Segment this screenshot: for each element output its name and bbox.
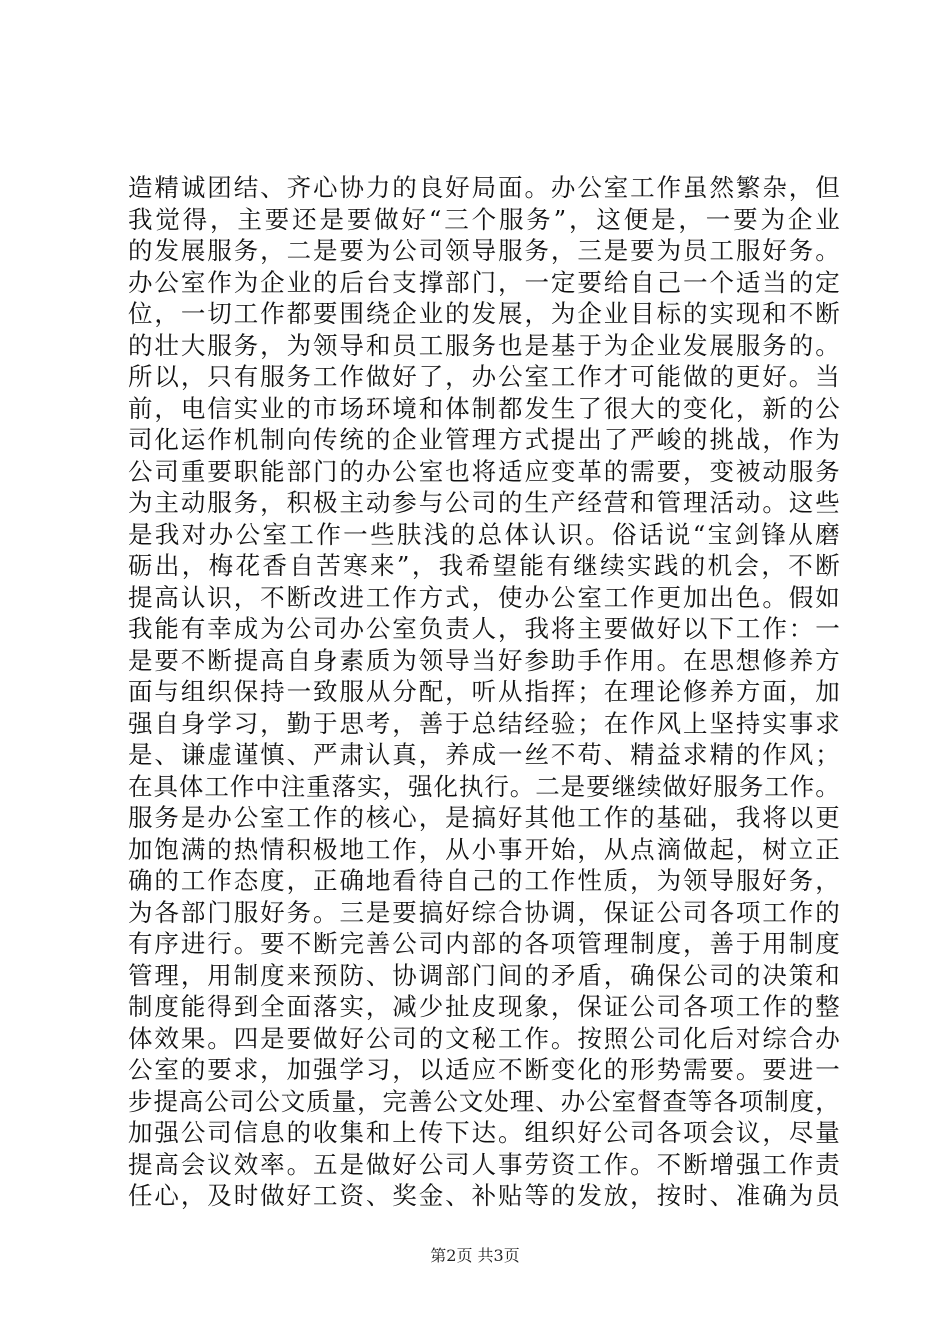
text-line: 司化运作机制向传统的企业管理方式提出了严峻的挑战，作为: [128, 425, 840, 454]
text-line: 我能有幸成为公司办公室负责人，我将主要做好以下工作：一: [128, 614, 840, 643]
text-line: 体效果。四是要做好公司的文秘工作。按照公司化后对综合办: [128, 1023, 840, 1053]
text-line: 所以，只有服务工作做好了，办公室工作才可能做的更好。当: [128, 362, 840, 391]
text-line: 位，一切工作都要围绕企业的发展，为企业目标的实现和不断: [128, 299, 840, 328]
text-line: 砺出，梅花香自苦寒来”，我希望能有继续实践的机会，不断: [128, 551, 840, 580]
text-line: 是、谦虚谨慎、严肃认真，养成一丝不苟、精益求精的作风；: [128, 740, 840, 769]
text-line: 的发展服务，二是要为公司领导服务，三是要为员工服好务。: [128, 236, 840, 265]
text-line: 制度能得到全面落实，减少扯皮现象，保证公司各项工作的整: [128, 992, 840, 1021]
text-line: 任心，及时做好工资、奖金、补贴等的发放，按时、准确为员: [128, 1181, 840, 1210]
text-line: 公司重要职能部门的办公室也将适应变革的需要，变被动服务: [128, 456, 840, 486]
text-line: 步提高公司公文质量，完善公文处理、办公室督查等各项制度，: [128, 1086, 840, 1116]
text-line: 强自身学习，勤于思考，善于总结经验；在作风上坚持实事求: [128, 708, 840, 738]
text-line: 有序进行。要不断完善公司内部的各项管理制度，善于用制度: [128, 929, 840, 958]
text-line: 我觉得，主要还是要做好“三个服务”，这便是，一要为企业: [128, 204, 840, 234]
page-footer: [0, 1243, 950, 1266]
text-line: 为各部门服好务。三是要搞好综合协调，保证公司各项工作的: [128, 897, 840, 927]
text-line: 的壮大服务，为领导和员工服务也是基于为企业发展服务的。: [128, 330, 840, 360]
text-line: 前，电信实业的市场环境和体制都发生了很大的变化，新的公: [128, 393, 840, 423]
text-line: 在具体工作中注重落实，强化执行。二是要继续做好服务工作。: [128, 771, 840, 801]
text-line: 服务是办公室工作的核心，是搞好其他工作的基础，我将以更: [128, 803, 840, 832]
text-line: 是要不断提高自身素质为领导当好参助手作用。在思想修养方: [128, 645, 840, 675]
text-line: 提高会议效率。五是做好公司人事劳资工作。不断增强工作责: [128, 1149, 840, 1179]
page-number-label: 第2页 共3页: [430, 1246, 520, 1265]
text-line: 办公室作为企业的后台支撑部门，一定要给自己一个适当的定: [128, 267, 840, 297]
text-line: 确的工作态度，正确地看待自己的工作性质，为领导服好务，: [128, 866, 840, 895]
text-line: 造精诚团结、齐心协力的良好局面。办公室工作虽然繁杂，但: [128, 173, 840, 202]
text-line: 面与组织保持一致服从分配，听从指挥；在理论修养方面，加: [128, 677, 840, 706]
text-line: 加饱满的热情积极地工作，从小事开始，从点滴做起，树立正: [128, 834, 840, 864]
text-line: 公室的要求，加强学习，以适应不断变化的形势需要。要进一: [128, 1055, 840, 1084]
text-line: 是我对办公室工作一些肤浅的总体认识。俗话说“宝剑锋从磨: [128, 519, 840, 549]
text-line: 管理，用制度来预防、协调部门间的矛盾，确保公司的决策和: [128, 960, 840, 990]
text-line: 提高认识，不断改进工作方式，使办公室工作更加出色。假如: [128, 582, 840, 612]
text-line: 加强公司信息的收集和上传下达。组织好公司各项会议，尽量: [128, 1118, 840, 1147]
document-body: [128, 172, 840, 1212]
text-line: 为主动服务，积极主动参与公司的生产经营和管理活动。这些: [128, 488, 840, 517]
